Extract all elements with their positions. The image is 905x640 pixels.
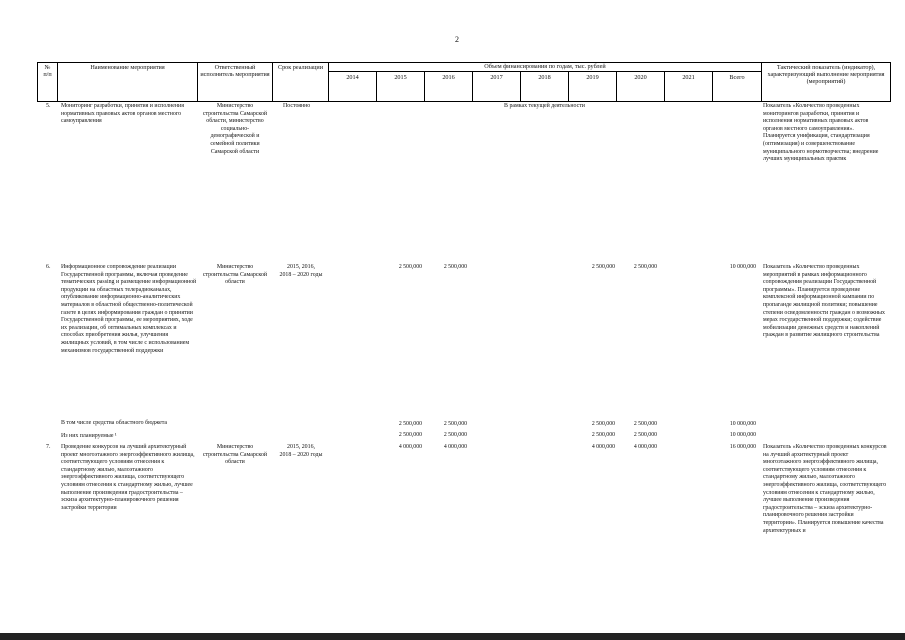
row-7-value-2020: 4 000,000 [633,444,657,450]
row-6-executor: Министерство строительства Самарской области [202,264,268,286]
row-6-subtotal-label: В том числе средства областного бюджета [61,420,168,426]
row-5-name: Мониторинг разработки, принятия и исполнения нормативных правовых актов органов местного самоуправления [61,103,184,125]
row-6-planned-2020: 2 500,000 [633,432,657,438]
header-total: Всего [729,74,745,81]
row-6-planned-2016: 2 500,000 [443,432,467,438]
row-6-planned-total: 10 000,000 [729,432,756,438]
row-7-value-total: 16 000,000 [729,444,756,450]
header-term: Срок реализации [277,64,324,71]
row-6-value-2019: 2 500,000 [591,264,615,270]
header-year-2014: 2014 [346,74,359,81]
header-year-2020: 2020 [634,74,647,81]
page-mark: 2 [455,35,459,44]
scan-bottom-edge [0,633,905,640]
col-line [197,62,198,102]
row-6-subtotal-2015: 2 500,000 [398,421,422,427]
row-6-planned-2015: 2 500,000 [398,432,422,438]
row-7-value-2019: 4 000,000 [591,444,615,450]
row-5-executor: Министерство строительства Самарской области, министерство социально-демографической и семейной политики Самарской области [202,103,268,155]
years-header-line [328,71,761,72]
header-funding: Объем финансирования по годам, тыс. рублей [484,63,606,70]
row-6-subtotal-2016: 2 500,000 [443,421,467,427]
col-line [890,62,891,102]
header-bottom-line [37,101,891,102]
header-year-2017: 2017 [490,74,503,81]
header-name: Наименование мероприятия [90,64,165,71]
row-6-name: Информационное сопровождение реализации Государственной программы, включая проведение тематических passing и размещение информационной продукции на областных телерадиоканалах, опубликование информационно-аналитических материалов в областной общественно-политической газете в целях информирования граждан о принятии Государственной программы, ее мероприятиях, ходе их реализации, об оптимальных комплексах и способах приобретения жилья, улучшения жилищных условий, в том числе с использованием механизмов государственной поддержки [61,264,197,354]
row-7-executor: Министерство строительства Самарской области [202,444,268,466]
header-year-2019: 2019 [586,74,599,81]
row-7-value-2015: 4 000,000 [398,444,422,450]
row-6-subtotal-total: 10 000,000 [729,421,756,427]
row-6-subtotal-2020: 2 500,000 [633,421,657,427]
row-6-value-total: 10 000,000 [729,264,756,270]
header-year-2016: 2016 [442,74,455,81]
row-5-term: Постоянно [283,103,311,109]
row-5-num: 5. [46,103,51,109]
header-indicator: Тактический показатель (индикатор), характеризующий выполнение мероприятия (мероприятий) [767,64,885,85]
row-5-funding-note: В рамках текущей деятельности [504,103,585,109]
header-num: № п/п [43,64,52,78]
row-6-planned-label: Из них планируемые ¹ [61,433,117,439]
row-7-indicator: Показатель «Количество проведенных конкурсов на лучший архитектурный проект многоэтажного энергоэффективного жилища, соответствующего условиям отнесения к стандартному жилью, малоэтажного энергоэффективного жилища, соответствующего условиям отнесения к стандартному жилью, лучшее выполнение произведения градостроительства – эскиза архитектурно-планировочного решения застройки территории». Планируется повышение качества архитектурных и [763,444,887,534]
row-6-subtotal-2019: 2 500,000 [591,421,615,427]
row-7-name: Проведение конкурсов на лучший архитектурный проект многоэтажного энергоэффективного жилища, соответствующего условиям отнесения к стандартному жилью, малоэтажного энергоэффективного жилища, соответствующего условиям отнесения к стандартному жилью, лучшее выполнение произведения градостроительства – эскиза архитектурно-планировочного решения застройки территории [61,444,195,511]
row-6-value-2016: 2 500,000 [443,264,467,270]
header-year-2015: 2015 [394,74,407,81]
header-year-2018: 2018 [538,74,551,81]
row-6-value-2020: 2 500,000 [633,264,657,270]
row-6-value-2015: 2 500,000 [398,264,422,270]
row-5-indicator: Показатель «Количество проведенных мониторингов разработки, принятия и исполнения нормативных правовых актов органов местного самоуправления». Планируется унификация, стандартизация (оптимизация) и совершенствование муниципального нормотворчества; внедрение лучших муниципальных практик [763,103,879,163]
row-6-num: 6. [46,264,51,270]
header-executor: Ответственный исполнитель мероприятия [200,64,270,78]
header-year-2021: 2021 [682,74,695,81]
row-7-term: 2015, 2016, 2018 – 2020 годы [279,444,323,458]
row-6-planned-2019: 2 500,000 [591,432,615,438]
row-7-num: 7. [46,444,51,450]
col-line [761,62,762,102]
row-7-value-2016: 4 000,000 [443,444,467,450]
row-6-term: 2015, 2016, 2018 – 2020 годы [279,264,323,278]
row-6-indicator: Показатель «Количество проведенных мероприятий в рамках информационного сопровождения реализации Государственной программы». Планируется проведение комплексной информационной кампании по пропаганде жилищной политики; повышение степени осведомленности граждан о возможных мерах государственной поддержки; содействие мобилизации денежных средств и накоплений граждан в развитие жилищного строительства [763,264,885,339]
